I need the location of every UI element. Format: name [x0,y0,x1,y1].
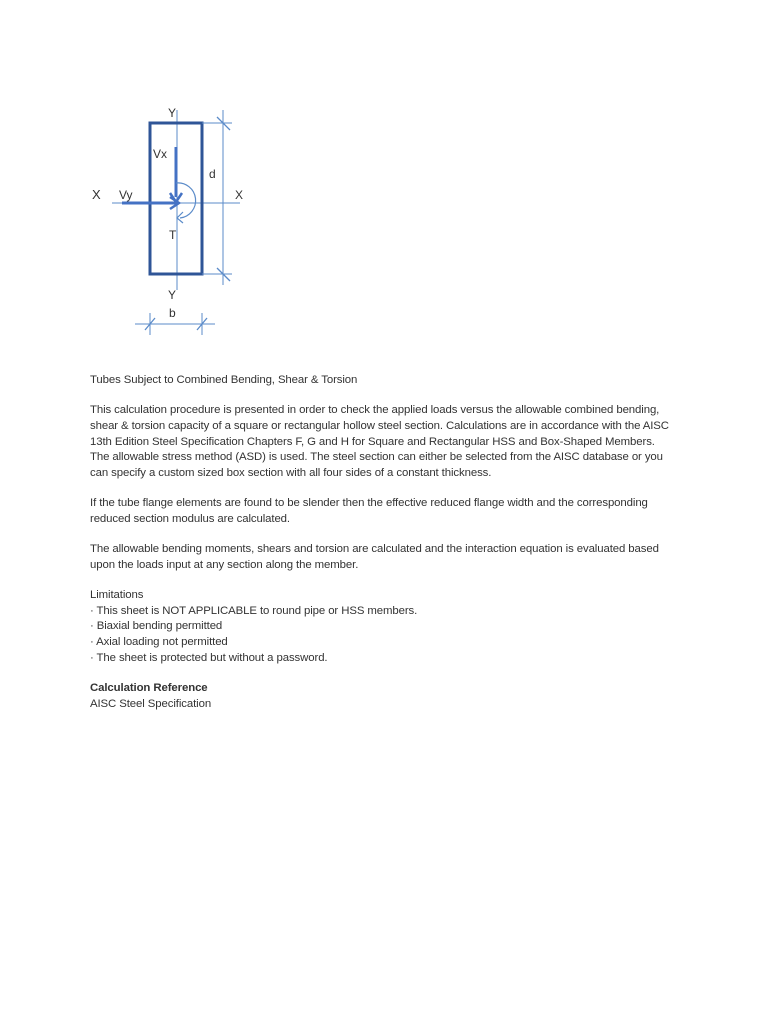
limitations-list [90,604,690,667]
depth-label: d [209,167,216,181]
y-axis-label-bottom: Y [168,288,177,302]
vx-label: Vx [153,147,168,161]
text-line: can specify a custom sized box section with all four sides of a constant thickness. [90,467,492,480]
text-line: shear & torsion capacity of a square or rectangular hollow steel section. Calculations are in accordance with the AISC [90,419,669,432]
torsion-label: T [169,228,177,242]
interaction-paragraph [90,542,690,573]
text-line: upon the loads input at any section along the member. [90,558,359,571]
x-axis-label-left: X [92,187,101,202]
text-line: This calculation procedure is presented in order to check the applied loads versus the allowable combined bending, [90,404,660,417]
breadth-label: b [169,306,176,320]
x-axis-label-right: X [235,188,244,202]
list-item: · This sheet is NOT APPLICABLE to round pipe or HSS members. [90,604,418,617]
section-drawing [80,100,260,345]
list-item: · The sheet is protected but without a password. [90,651,328,664]
slender-flange-paragraph [90,496,690,527]
list-item: · Biaxial bending permitted [90,620,223,633]
document-title: Tubes Subject to Combined Bending, Shear & Torsion [90,374,358,386]
y-axis-label-top: Y [168,106,177,120]
vy-label: Vy [119,188,133,202]
torsion-arc [176,183,196,218]
document-body [90,373,690,712]
reference-heading: Calculation Reference [90,682,208,695]
text-line: If the tube flange elements are found to be slender then the effective reduced flange width and the corresponding [90,497,648,510]
hss-section-diagram [80,100,260,345]
limitations-heading: Limitations [90,589,144,602]
intro-paragraph [90,403,690,482]
reference-text: AISC Steel Specification [90,697,212,710]
text-line: 13th Edition Steel Specification Chapters F, G and H for Square and Rectangular HSS and Box-Shaped Members. [90,435,655,448]
text-line: The allowable bending moments, shears and torsion are calculated and the interaction equation is evaluated based [90,543,659,556]
text-line: reduced section modulus are calculated. [90,512,290,525]
list-item: · Axial loading not permitted [90,636,228,649]
text-line: The allowable stress method (ASD) is used. The steel section can either be selected from the AISC database or you [90,451,663,464]
tube-outline [150,123,202,274]
